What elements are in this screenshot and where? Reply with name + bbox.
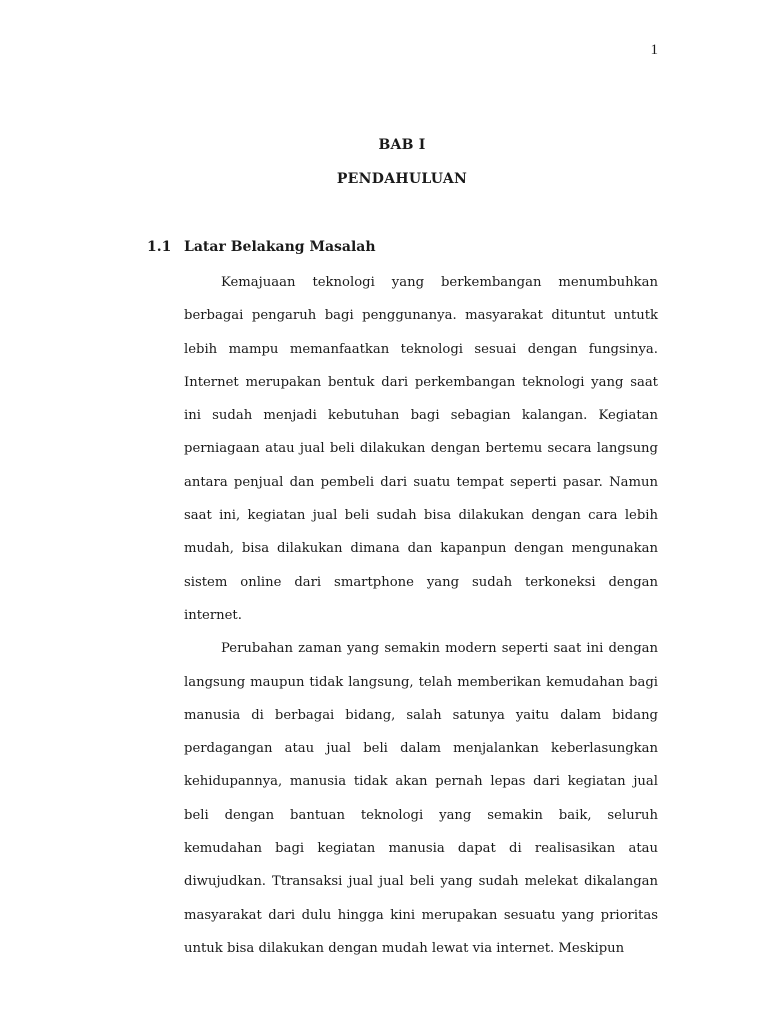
chapter-title: PENDAHULUAN: [336, 171, 468, 187]
section-title: Latar Belakang Masalah: [184, 239, 376, 255]
paragraph-2: Perubahan zaman yang semakin modern seperti saat ini dengan langsung maupun tidak langsung, telah memberikan kemudahan bagi manusia di berbagai bidang, salah satunya yaitu dalam bidang perdagangan atau jual beli dalam menjalankan keberlasungkan kehidupannya, manusia tidak akan pernah lepas dari kegiatan jual beli dengan bantuan teknologi yang semakin baik, seluruh kemudahan bagi kegiatan manusia dapat di realisasikan atau diwujudkan. Ttransaksi jual jual beli yang sudah melekat dikalangan masyarakat dari dulu hingga kini merupakan sesuatu yang prioritas untuk bisa dilakukan dengan mudah lewat via internet. Meskipun: [184, 641, 658, 956]
section-number: 1.1: [147, 239, 172, 255]
section-heading: [147, 239, 376, 255]
body-text: [184, 266, 658, 965]
chapter-label: BAB I: [378, 137, 426, 153]
page-number: 1: [650, 42, 658, 58]
paragraph-1: Kemajuaan teknologi yang berkembangan menumbuhkan berbagai pengaruh bagi penggunanya. masyarakat dituntut untutk lebih mampu memanfaatkan teknologi sesuai dengan fungsinya. Internet merupakan bentuk dari perkembangan teknologi yang saat ini sudah menjadi kebutuhan bagi sebagian kalangan. Kegiatan perniagaan atau jual beli dilakukan dengan bertemu secara langsung antara penjual dan pembeli dari suatu tempat seperti pasar. Namun saat ini, kegiatan jual beli sudah bisa dilakukan dengan cara lebih mudah, bisa dilakukan dimana dan kapanpun dengan mengunakan sistem online dari smartphone yang sudah terkoneksi dengan internet.: [184, 275, 658, 623]
